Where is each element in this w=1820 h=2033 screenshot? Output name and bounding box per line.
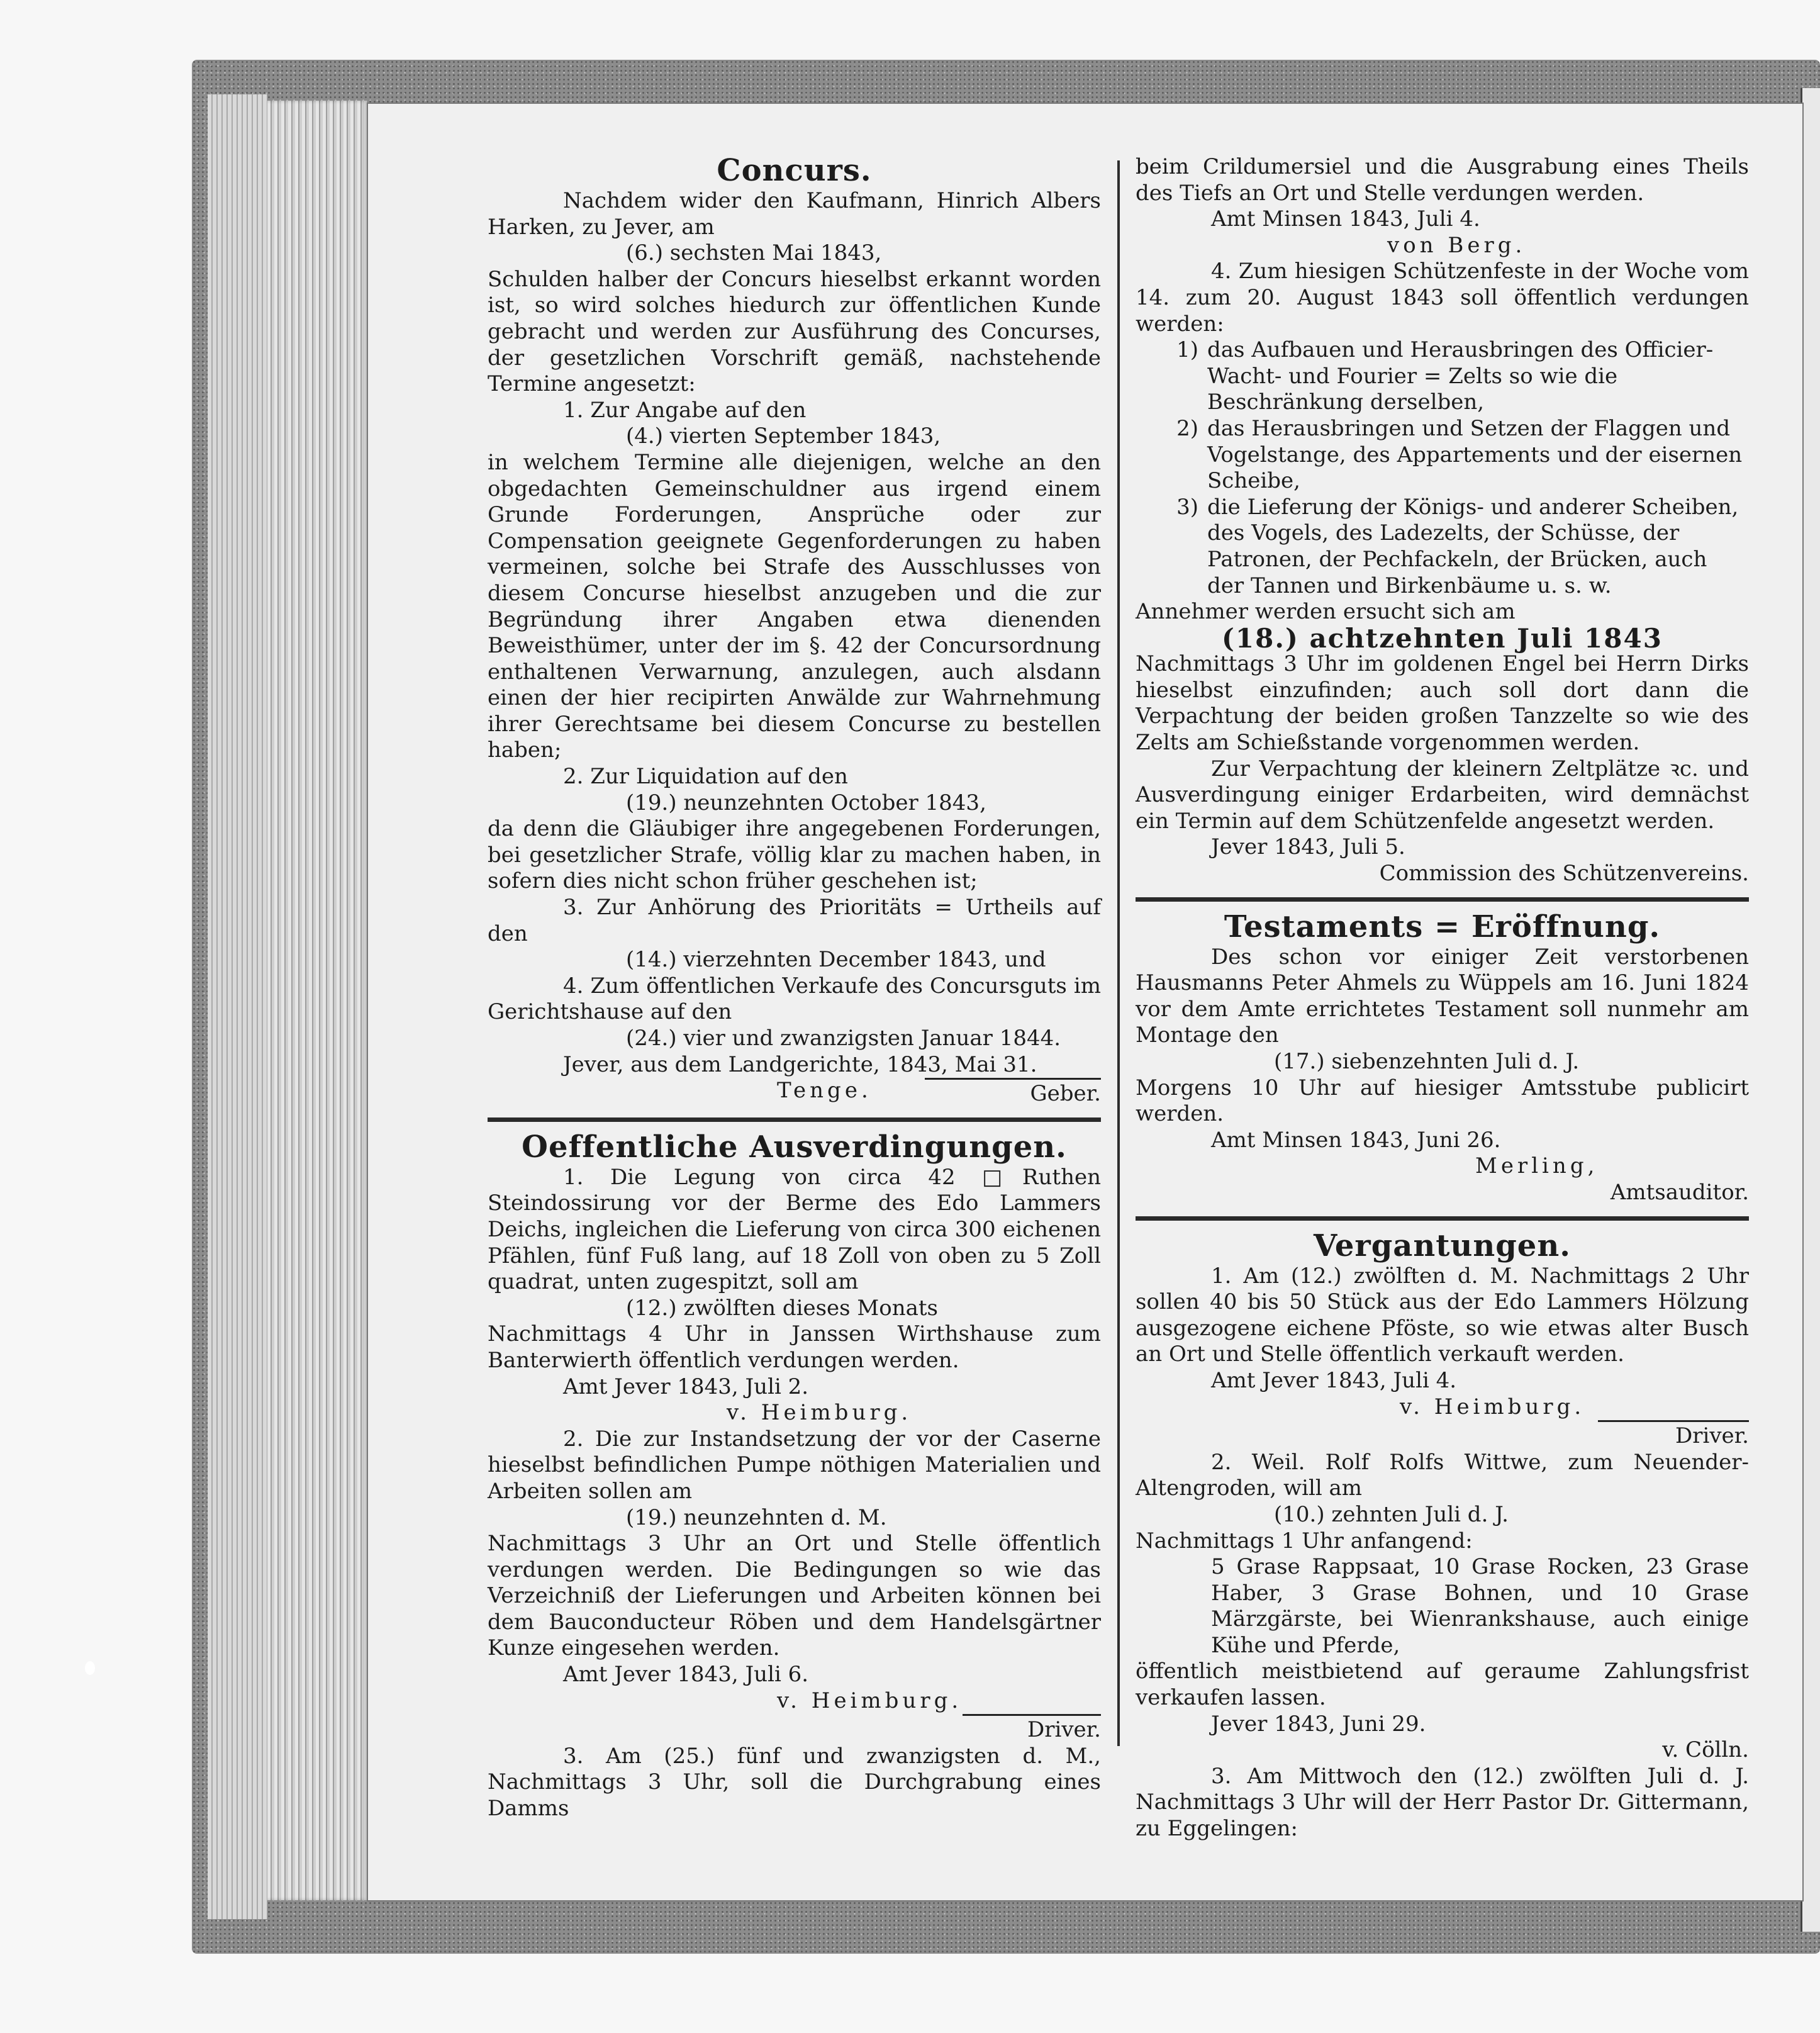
subitem-number: 3) <box>1176 494 1198 520</box>
testament-body-2: Morgens 10 Uhr auf hiesiger Amtsstube publicirt werden. <box>1136 1075 1749 1127</box>
concurs-term-2-body: da denn die Gläubiger ihre angegebenen Forderungen, bei gesetzlicher Strafe, völlig klar zu machen haben, in sofern dies nicht schon früher geschehen ist; <box>488 816 1101 894</box>
left-column <box>488 154 1101 1822</box>
schuetzen-item-4: 4. Zum hiesigen Schützenfeste in der Woche vom 14. zum 20. August 1843 soll öffentlich verdungen werden: <box>1136 259 1749 337</box>
aus-item-2-body: Nachmittags 3 Uhr an Ort und Stelle öffentlich verdungen werden. Die Bedingungen so wie das Verzeichniß der Lieferungen und Arbeiten können bei dem Bauconducteur Röben und dem Handelsgärtner Kunze eingesehen werden. <box>488 1531 1101 1661</box>
right-column <box>1136 154 1749 1842</box>
concurs-term-1-body: in welchem Termine alle diejenigen, welche an den obgedachten Gemeinschuldner aus irgend einem Grunde Forderungen, Ansprüche oder zur Compensation geeignete Gegenforderungen zu haben vermeinen, solche bei Strafe des Ausschlusses von diesem Concurse hieselbst anzugeben und die zur Begründung ihrer Angaben etwa dienenden Beweisthümer, unter der im §. 42 der Concursordnung enthaltenen Verwarnung, anzulegen, auch alsdann einen der hier recipirten Anwälde zur Wahrnehmung ihrer Gerechtsame bei diesem Concurse zu bestellen haben; <box>488 449 1101 763</box>
aus-continuation-place: Amt Minsen 1843, Juli 4. <box>1211 206 1480 232</box>
concurs-place: Jever, aus dem Landgerichte, 1843, Mai 31. <box>563 1051 1037 1077</box>
concurs-term-2: 2. Zur Liquidation auf den <box>563 764 848 790</box>
concurs-sign-judge: Tenge. <box>777 1078 872 1104</box>
concurs-signatures <box>488 1078 1101 1107</box>
aus-item-2-sign: v. Heimburg. <box>777 1688 963 1713</box>
section-rule <box>488 1117 1101 1122</box>
schuetzen-body-2: Zur Verpachtung der kleinern Zeltplätze ꝛc. und Ausverdingung einiger Erdarbeiten, wird demnächst ein Termin auf dem Schützenfelde angesetzt werden. <box>1136 756 1749 834</box>
verg-item-2-body: öffentlich meistbietend auf geraume Zahlungsfrist verkaufen lassen. <box>1136 1659 1749 1711</box>
schuetzen-subitem <box>1136 337 1749 416</box>
ausverdingungen-heading: Oeffentliche Ausverdingungen. <box>522 1129 1067 1165</box>
section-rule <box>1136 1216 1749 1221</box>
testament-place: Amt Minsen 1843, Juni 26. <box>1211 1127 1501 1153</box>
verg-item-2-place: Jever 1843, Juni 29. <box>1211 1711 1426 1737</box>
concurs-sign-clerk: Geber. <box>925 1078 1101 1107</box>
concurs-date: (6.) sechsten Mai 1843, <box>626 240 882 266</box>
verg-item-1-sign2: Driver. <box>1598 1420 1749 1450</box>
verg-item-2-goods: 5 Grase Rappsaat, 10 Grase Rocken, 23 Grase Haber, 3 Grase Bohnen, und 10 Grase Märzgärste, bei Wienrankshause, auch einige Kühe und Pferde, <box>1211 1554 1749 1658</box>
testament-sign: Merling, <box>1475 1153 1599 1179</box>
testament-body: Des schon vor einiger Zeit verstorbenen Hausmanns Peter Ahmels zu Wüppels am 16. Juni 1824 vor dem Amte errichtetes Testament soll nunmehr am Montage den <box>1136 944 1749 1048</box>
verg-item-2-sign: v. Cölln. <box>1662 1737 1749 1763</box>
verg-item-2: 2. Weil. Rolf Rolfs Wittwe, zum Neuender-Altengroden, will am <box>1136 1449 1749 1501</box>
verg-item-2-time: Nachmittags 1 Uhr anfangend: <box>1136 1528 1473 1554</box>
testament-heading: Testaments = Eröffnung. <box>1224 909 1661 944</box>
testament-date: (17.) siebenzehnten Juli d. J. <box>1274 1049 1580 1074</box>
concurs-term-1-date: (4.) vierten September 1843, <box>626 423 941 449</box>
concurs-term-4: 4. Zum öffentlichen Verkaufe des Concursguts im Gerichtshause auf den <box>488 973 1101 1025</box>
concurs-term-3: 3. Zur Anhörung des Prioritäts = Urtheils auf den <box>488 895 1101 946</box>
concurs-term-3-date: (14.) vierzehnten December 1843, und <box>626 947 1046 973</box>
book-spine <box>208 94 267 1919</box>
aus-item-2-sign2-line <box>488 1714 1101 1744</box>
column-separator <box>1117 160 1120 1746</box>
concurs-heading: Concurs. <box>717 153 872 188</box>
subitem-text: das Aufbauen und Herausbringen des Officier-Wacht- und Fourier = Zelts so wie die Beschränkung derselben, <box>1207 337 1714 415</box>
verg-item-1-place: Amt Jever 1843, Juli 4. <box>1211 1367 1457 1393</box>
verg-item-1: 1. Am (12.) zwölften d. M. Nachmittags 2 Uhr sollen 40 bis 50 Stück aus der Edo Lammers Hölzung ausgezogene eichene Pföste, so wie etwas alter Busch an Ort und Stelle öffentlich verkauft werden. <box>1136 1263 1749 1367</box>
aus-item-1-sign: v. Heimburg. <box>727 1400 912 1426</box>
verg-item-3: 3. Am Mittwoch den (12.) zwölften Juli d. J. Nachmittags 3 Uhr will der Herr Pastor Dr. Gittermann, zu Eggelingen: <box>1136 1763 1749 1842</box>
verg-item-1-sign2-line <box>1136 1420 1749 1450</box>
subitem-number: 2) <box>1176 415 1198 441</box>
aus-item-3: 3. Am (25.) fünf und zwanzigsten d. M., Nachmittags 3 Uhr, soll die Durchgrabung eines Damms <box>488 1743 1101 1822</box>
schuetzen-sign: Commission des Schützenvereins. <box>1379 861 1749 887</box>
aus-item-1: 1. Die Legung von circa 42 □Ruthen Steindossirung vor der Berme des Edo Lammers Deichs, ingleichen die Lieferung von circa 300 eichenen Pfählen, fünf Fuß lang, auf 18 Zoll von oben zu 5 Zoll quadrat, unten zugespitzt, soll am <box>488 1164 1101 1295</box>
aus-item-2-date: (19.) neunzehnten d. M. <box>626 1504 887 1530</box>
aus-continuation: beim Crildumersiel und die Ausgrabung eines Theils des Tiefs an Ort und Stelle verdungen werden. <box>1136 154 1749 206</box>
schuetzen-call: Annehmer werden ersucht sich am <box>1136 599 1516 625</box>
concurs-term-2-date: (19.) neunzehnten October 1843, <box>626 790 986 815</box>
aus-item-1-date: (12.) zwölften dieses Monats <box>626 1295 938 1321</box>
verg-item-2-date: (10.) zehnten Juli d. J. <box>1274 1501 1509 1527</box>
aus-item-2-place: Amt Jever 1843, Juli 6. <box>563 1662 809 1688</box>
subitem-text: das Herausbringen und Setzen der Flaggen und Vogelstange, des Appartements und der eisernen Scheibe, <box>1207 415 1743 494</box>
scan-speck <box>85 1661 95 1675</box>
vergantungen-heading: Vergantungen. <box>1314 1228 1571 1263</box>
testament-sign-title: Amtsauditor. <box>1610 1179 1749 1205</box>
schuetzen-place: Jever 1843, Juli 5. <box>1211 834 1405 860</box>
schuetzen-subitem <box>1136 495 1749 599</box>
facing-page-edge <box>1800 88 1820 1932</box>
concurs-term-4-date: (24.) vier und zwanzigsten Januar 1844. <box>626 1026 1061 1051</box>
schuetzen-subitem <box>1136 416 1749 495</box>
aus-continuation-sign: von Berg. <box>1387 232 1526 258</box>
concurs-body: Schulden halber der Concurs hieselbst erkannt worden ist, so wird solches hiedurch zur öffentlichen Kunde gebracht und werden zur Ausführung des Concurses, der gesetzlichen Vorschrift gemäß, nachstehende Termine angesetzt: <box>488 266 1101 397</box>
aus-item-2-sign2: Driver. <box>963 1714 1101 1744</box>
aus-item-1-place: Amt Jever 1843, Juli 2. <box>563 1374 809 1399</box>
verg-item-1-sign: v. Heimburg. <box>1400 1394 1585 1420</box>
aus-item-1-body: Nachmittags 4 Uhr in Janssen Wirthshause zum Banterwierth öffentlich verdungen werden. <box>488 1321 1101 1373</box>
subitem-text: die Lieferung der Königs- und anderer Scheiben, des Vogels, des Ladezelts, der Schüsse, der Patronen, der Pechfackeln, der Brücken, auch der Tannen und Birkenbäume u. s. w. <box>1207 494 1739 598</box>
aus-item-2: 2. Die zur Instandsetzung der vor der Caserne hieselbst befindlichen Pumpe nöthigen Materialien und Arbeiten sollen am <box>488 1426 1101 1504</box>
schuetzen-body: Nachmittags 3 Uhr im goldenen Engel bei Herrn Dirks hieselbst einzufinden; auch soll dort dann die Verpachtung der beiden großen Tanzzelte so wie des Zelts am Schießstande vorgenommen werden. <box>1136 651 1749 756</box>
concurs-intro: Nachdem wider den Kaufmann, Hinrich Albers Harken, zu Jever, am <box>488 188 1101 240</box>
section-rule <box>1136 897 1749 902</box>
schuetzen-date: (18.) achtzehnten Juli 1843 <box>1222 622 1663 654</box>
page-edges <box>267 101 368 1900</box>
subitem-number: 1) <box>1176 337 1198 363</box>
concurs-term-1: 1. Zur Angabe auf den <box>563 397 807 423</box>
